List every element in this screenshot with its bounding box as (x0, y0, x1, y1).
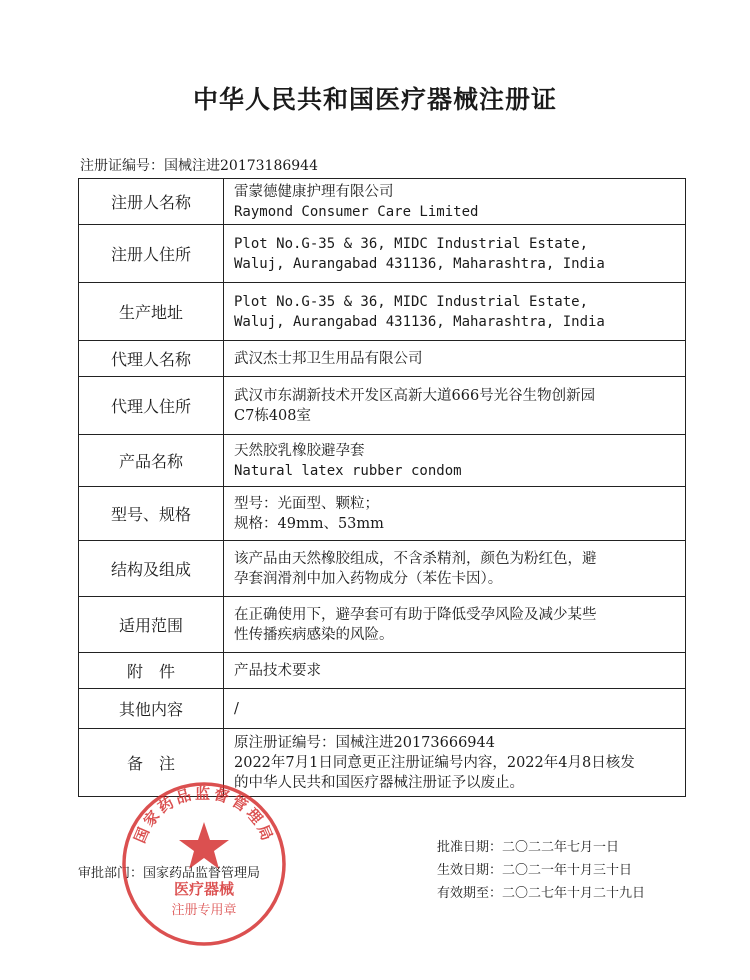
row-value (224, 179, 686, 225)
certificate-table (78, 178, 686, 797)
row-label: 注册人住所 (79, 225, 224, 283)
row-label: 代理人住所 (79, 377, 224, 435)
row-label: 备 注 (79, 729, 224, 797)
table-row (79, 597, 686, 653)
official-seal (118, 778, 290, 950)
value-line: Natural latex rubber condom (234, 462, 462, 479)
value-line: Waluj, Aurangabad 431136, Maharashtra, India (234, 313, 605, 330)
seal-center-line2: 注册专用章 (171, 903, 237, 918)
value-line: 在正确使用下，避孕套可有助于降低受孕风险及减少某些 (234, 606, 597, 623)
row-label: 注册人名称 (79, 179, 224, 225)
row-label: 型号、规格 (79, 487, 224, 541)
value-line: 规格：49mm、53mm (234, 515, 384, 532)
row-label: 结构及组成 (79, 541, 224, 597)
value-line: C7栋408室 (234, 407, 311, 424)
value-line: / (234, 700, 239, 717)
value-line: 雷蒙德健康护理有限公司 (234, 183, 394, 200)
table-row (79, 341, 686, 377)
expiry-date: 有效期至：二〇二七年十月二十九日 (437, 886, 646, 901)
table-row (79, 653, 686, 689)
value-line: Waluj, Aurangabad 431136, Maharashtra, India (234, 255, 605, 272)
row-value (224, 689, 686, 729)
approval-department: 审批部门：国家药品监督管理局 (78, 866, 261, 881)
value-line: 武汉市东湖新技术开发区高新大道666号光谷生物创新园 (234, 387, 596, 404)
table-row (79, 377, 686, 435)
table-row (79, 435, 686, 487)
row-value (224, 225, 686, 283)
table-row (79, 541, 686, 597)
row-label: 附 件 (79, 653, 224, 689)
value-line: 2022年7月1日同意更正注册证编号内容，2022年4月8日核发 (234, 754, 635, 771)
row-value (224, 597, 686, 653)
row-label: 其他内容 (79, 689, 224, 729)
effective-date: 生效日期：二〇二一年十月三十日 (437, 863, 633, 878)
value-line: 天然胶乳橡胶避孕套 (234, 442, 365, 459)
value-line: 的中华人民共和国医疗器械注册证予以废止。 (234, 774, 524, 791)
value-line: 该产品由天然橡胶组成，不含杀精剂，颜色为粉红色，避 (234, 550, 597, 567)
row-value (224, 541, 686, 597)
row-value (224, 487, 686, 541)
value-line: 产品技术要求 (234, 662, 321, 679)
table-row (79, 487, 686, 541)
seal-ring-text: 国家药品监督管理局 (130, 784, 278, 846)
row-label: 生产地址 (79, 283, 224, 341)
row-label: 产品名称 (79, 435, 224, 487)
row-value (224, 377, 686, 435)
value-line: Plot No.G-35 & 36, MIDC Industrial Estate, (234, 293, 589, 310)
value-line: 孕套润滑剂中加入药物成分（苯佐卡因）。 (234, 570, 503, 587)
row-label: 代理人名称 (79, 341, 224, 377)
value-line: 武汉杰士邦卫生用品有限公司 (234, 350, 423, 367)
value-line: 型号：光面型、颗粒； (234, 495, 379, 512)
value-line: 原注册证编号：国械注进20173666944 (234, 734, 495, 751)
row-label: 适用范围 (79, 597, 224, 653)
star-icon (179, 822, 229, 869)
approval-date: 批准日期：二〇二二年七月一日 (437, 840, 620, 855)
row-value (224, 729, 686, 797)
row-value (224, 435, 686, 487)
row-value (224, 283, 686, 341)
table-row (79, 283, 686, 341)
table-row (79, 179, 686, 225)
value-line: Plot No.G-35 & 36, MIDC Industrial Estate, (234, 235, 589, 252)
table-row (79, 689, 686, 729)
value-line: 性传播疾病感染的风险。 (234, 626, 394, 643)
row-value (224, 653, 686, 689)
seal-center-line1: 医疗器械 (173, 880, 235, 898)
document-title: 中华人民共和国医疗器械注册证 (192, 85, 557, 114)
seal-ring (124, 784, 284, 944)
registration-number: 注册证编号：国械注进20173186944 (80, 158, 318, 174)
table-row (79, 225, 686, 283)
dates-block (437, 836, 645, 905)
row-value (224, 341, 686, 377)
value-line: Raymond Consumer Care Limited (234, 203, 479, 220)
